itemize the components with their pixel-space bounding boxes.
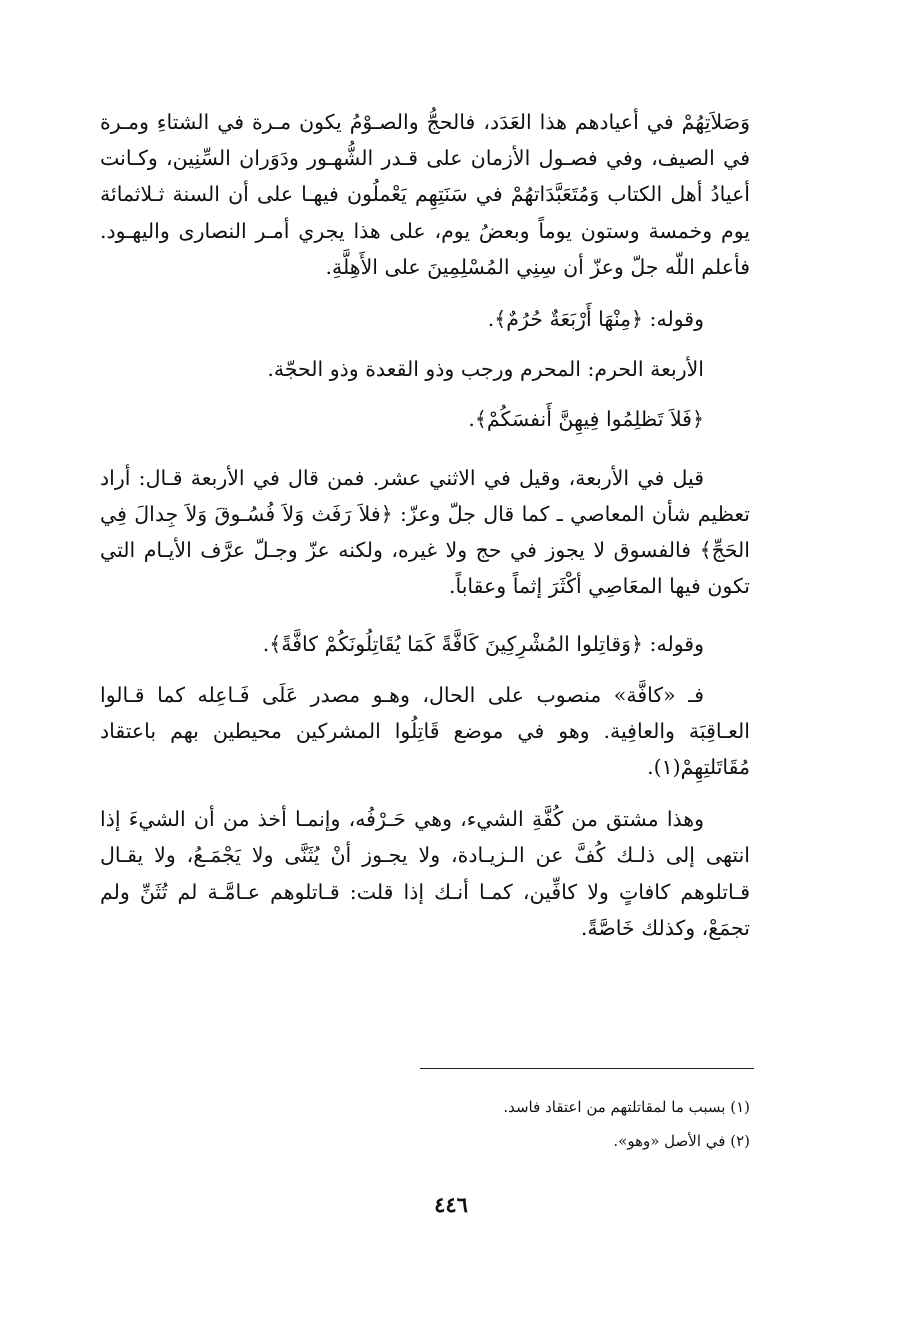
- paragraph-quote-do-not-wrong: ﴿فَلاَ تَظلِمُوا فِيهِنَّ أَنفسَكُمْ﴾.: [468, 407, 704, 432]
- footnote-2: (٢) في الأصل «وهو».: [613, 1132, 750, 1150]
- paragraph-quote-fight: وقوله: ﴿وَقاتِلوا المُشْرِكِينَ كَافَّةً كَمَا يُقَاتِلُونَكُمْ كافَّةً﴾.: [262, 632, 704, 657]
- paragraph-sacred-months: الأربعة الحرم: المحرم ورجب وذو القعدة وذو الحجّة.: [267, 357, 704, 382]
- footnotes: [100, 1090, 750, 1158]
- footnote-divider: [420, 1068, 754, 1069]
- paragraph-intro: وَصَلاَتِهُمْ في أعيادهم هذا العَدَد، فالحجُّ والصـوْمُ يكون مـرة في الشتاءِ ومـرة في الصيف، وفي فصـول الأزمان على قـدر الشُّهـور ودَوَران السِّنِين، وكـانت أعيادُ أهل الكتاب وَمُتَعَبَّدَاتهُمْ في سَنَتِهِم يَعْملُون فيهـا على أن السنة ثـلاثمائة يوم وخمسة وستون يوماً وبعضُ يوم، على هذا يجري أمـر النصارى واليهـود. فأعلم اللّه جلّ وعزّ أن سِنِي المُسْلِمِينَ على الأَهِلَّةِ.: [100, 110, 750, 279]
- paragraph-kaffa-grammar: فـ «كافَّة» منصوب على الحال، وهـو مصدر عَلَى فَـاعِله كما قـالوا العـاقِبَة والعافِية. وهو في موضع قَاتِلُوا المشركين محيطين بهم باعتقاد مُقَاتَلتِهِمْ(١).: [100, 682, 750, 780]
- footnote-1: (١) بسبب ما لمقاتلتهم من اعتقاد فاسد.: [503, 1098, 750, 1116]
- paragraph-kaffa-derivation: وهذا مشتق من كُفَّةِ الشيء، وهي حَـرْفُه، وإنمـا أخذ من أن الشيءَ إذا انتهى إلى ذلـك كُفَّ عن الـزيـادة، ولا يجـوز أنْ يُثَنَّى ولا يَجْمَـعُ، ولا يقـال قـاتلوهم كافاتٍ ولا كافِّين، كمـا أنـك إذا قلت: قـاتلوهم عـامَّـة لم تُثَنِّ ولم تجمَعْ، وكذلك خَاصَّةً.: [100, 807, 750, 940]
- paragraph-quote-four-sacred: وقوله: ﴿مِنْهَا أَرْبَعَةٌ حُرُمٌ﴾.: [487, 307, 704, 332]
- page-number: ٤٤٦: [434, 1192, 468, 1217]
- paragraph-commentary-sins: قيل في الأربعة، وقيل في الاثني عشر. فمن قال في الأربعة قـال: أراد تعظيم شأن المعاصي ـ كما قال جلّ وعزّ: ﴿فلاَ رَفَث وَلاَ فُسُـوقَ وَلاَ جِدالَ فِي الحَجِّ﴾ فالفسوق لا يجوز في حج ولا غيره، ولكنه عزّ وجـلّ عرَّف الأيـام التي تكون فيها المعَاصِي أكْثَرَ إثماً وعقاباً.: [100, 465, 750, 599]
- page-body: [100, 104, 750, 946]
